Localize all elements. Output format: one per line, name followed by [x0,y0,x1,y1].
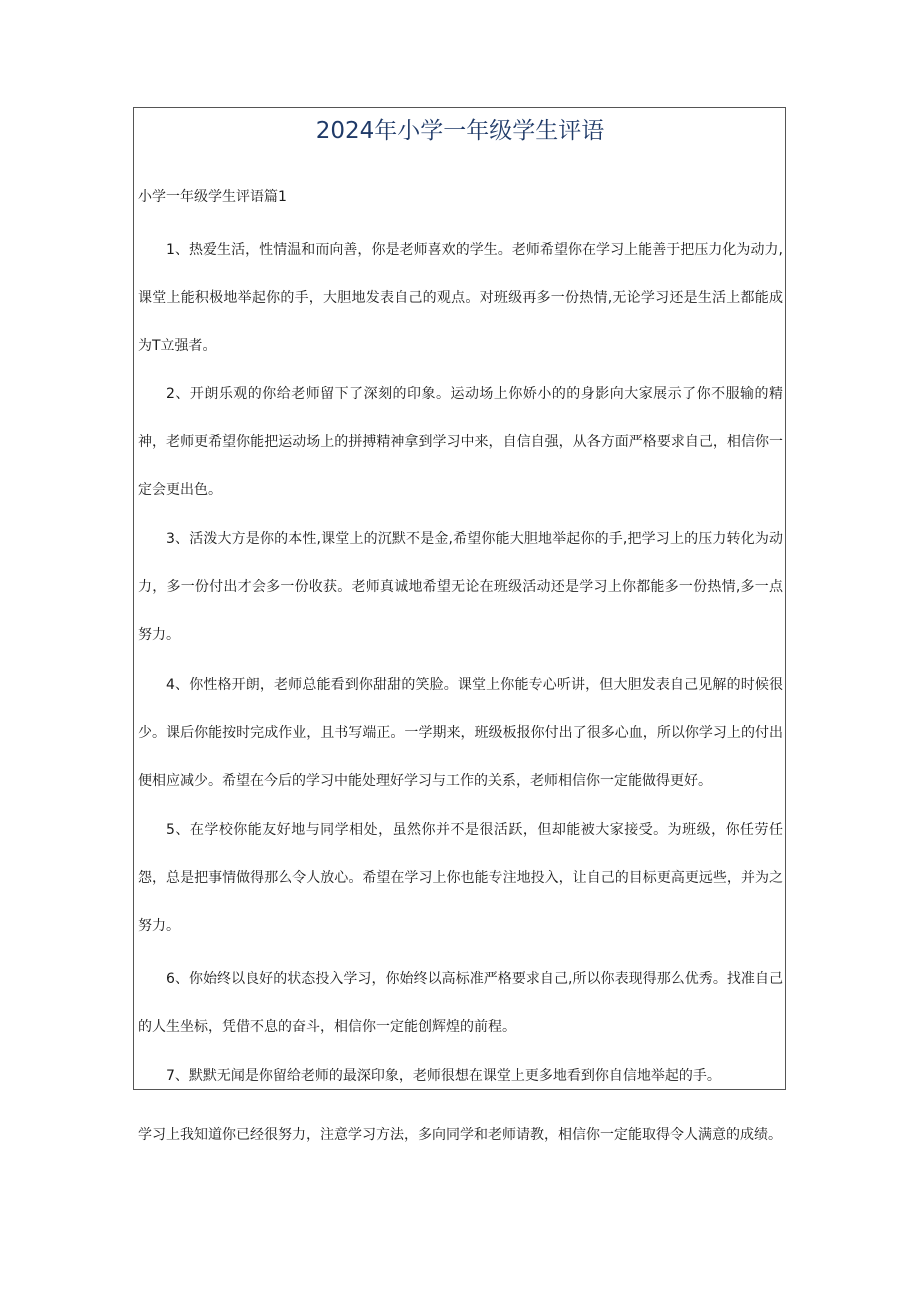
comment-paragraph-3: 3、活泼大方是你的本性,课堂上的沉默不是金,希望你能大胆地举起你的手,把学习上的压力转化为动力，多一份付出才会多一份收获。老师真诚地希望无论在班级活动还是学习上你都能多一份热情,多一点努力。 [138,531,783,643]
comment-paragraph-1: 1、热爱生活，性情温和而向善，你是老师喜欢的学生。老师希望你在学习上能善于把压力化为动力,课堂上能积极地举起你的手，大胆地发表自己的观点。对班级再多一份热情,无论学习还是生活上都能成为T立强者。 [138,242,783,354]
document-title: 2024年小学一年级学生评语 [315,118,605,144]
comment-paragraph-2: 2、开朗乐观的你给老师留下了深刻的印象。运动场上你娇小的的身影向大家展示了你不服输的精神，老师更希望你能把运动场上的拼搏精神拿到学习中来，自信自强，从各方面严格要求自己，相信你一定会更出色。 [138,386,783,498]
trailing-paragraph: 学习上我知道你已经很努力，注意学习方法，多向同学和老师请教，相信你一定能取得令人满意的成绩。 [138,1127,782,1143]
comment-paragraph-7: 7、默默无闻是你留给老师的最深印象，老师很想在课堂上更多地看到你自信地举起的手。 [166,1068,721,1084]
comment-paragraph-6: 6、你始终以良好的状态投入学习，你始终以高标准严格要求自己,所以你表现得那么优秀。找准自己的人生坐标，凭借不息的奋斗，相信你一定能创辉煌的前程。 [138,971,783,1035]
section-heading: 小学一年级学生评语篇1 [138,189,287,205]
comment-paragraph-5: 5、在学校你能友好地与同学相处，虽然你并不是很活跃，但却能被大家接受。为班级，你任劳任怨，总是把事情做得那么令人放心。希望在学习上你也能专注地投入，让自己的目标更高更远些，并为之努力。 [138,822,783,934]
comment-paragraph-4: 4、你性格开朗，老师总能看到你甜甜的笑脸。课堂上你能专心听讲，但大胆发表自己见解的时候很少。课后你能按时完成作业，且书写端正。一学期来，班级板报你付出了很多心血，所以你学习上的付出便相应减少。希望在今后的学习中能处理好学习与工作的关系，老师相信你一定能做得更好。 [138,677,783,789]
